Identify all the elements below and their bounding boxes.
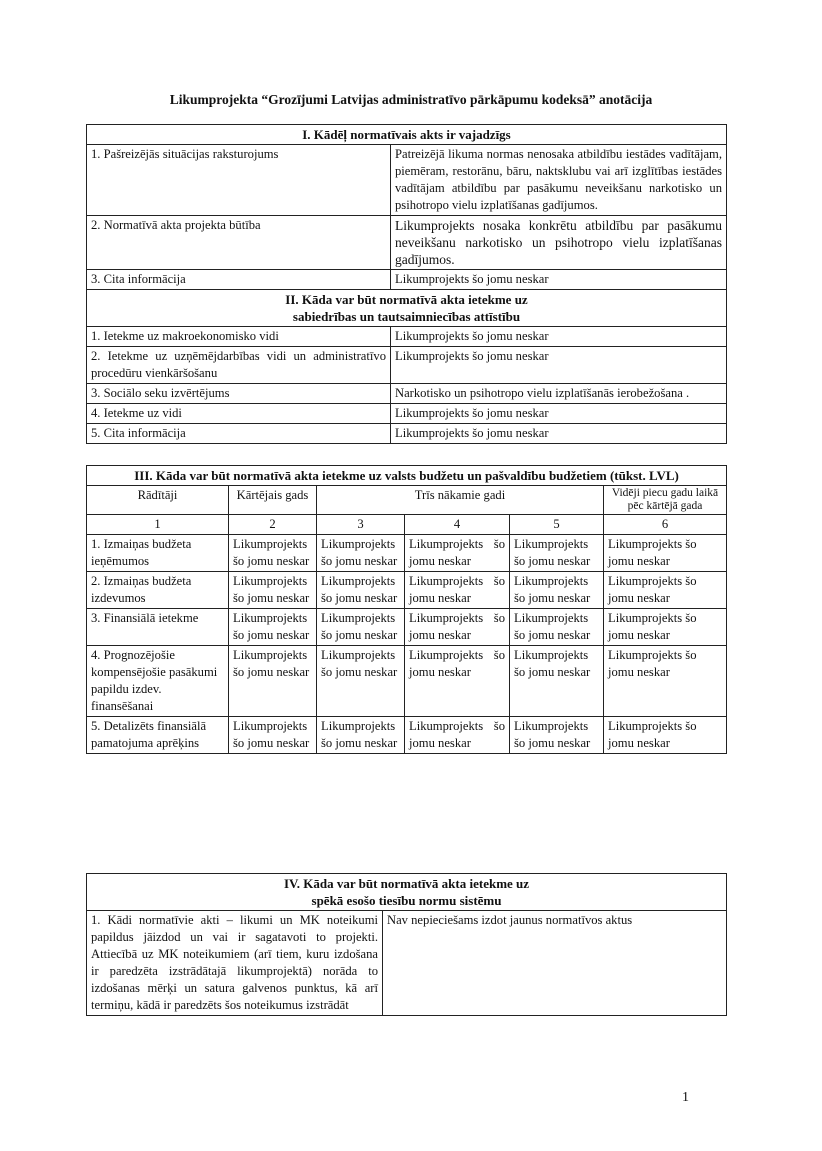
row-value: Nav nepieciešams izdot jaunus normatīvos aktus [383,911,727,1016]
col-header-indicators: Rādītāji [87,486,229,515]
table-row [87,216,727,270]
row-label: 3. Sociālo seku izvērtējums [87,384,391,404]
row-value: Likumprojekts nosaka konkrētu atbildību par pasākumu neveikšanu narkotisko un psihotropo vielu izplatīšanas gadījumos. [391,216,727,270]
table-cell: Likumprojekts šo jomu neskar [317,646,405,717]
table-cell: Likumprojekts šo jomu neskar [405,535,510,572]
row-label: 4. Prognozējošie kompensējošie pasākumi papildu izdev. finansēšanai [87,646,229,717]
table-row [87,535,727,572]
row-label: 1. Kādi normatīvie akti – likumi un MK noteikumi papildus jāizdod un vai ir sagatavoti to projekti. Attiecībā uz MK noteikumiem (arī tiem, kuru izdošana ir paredzēta izstrādātajā likumprojektā) norāda to izdošanas mērķi un satura galvenos punktus, kā arī termiņu, kādā ir paredzēts šos noteikumus izstrādāt [87,911,383,1016]
table-cell: Likumprojekts šo jomu neskar [229,535,317,572]
row-value: Likumprojekts šo jomu neskar [391,404,727,424]
section4-heading [87,874,727,911]
row-label: 4. Ietekme uz vidi [87,404,391,424]
section2-heading-line2: sabiedrības un tautsaimniecības attīstību [292,309,521,324]
row-label: 2. Normatīvā akta projekta būtība [87,216,391,270]
row-label: 1. Izmaiņas budžeta ieņēmumos [87,535,229,572]
row-label: 3. Finansiālā ietekme [87,609,229,646]
row-value: Likumprojekts šo jomu neskar [391,327,727,347]
table-cell: Likumprojekts šo jomu neskar [317,535,405,572]
section4-heading-line2: spēkā esošo tiesību normu sistēmu [311,893,502,908]
section2-heading-line1: II. Kāda var būt normatīvā akta ietekme uz [285,292,528,307]
table-cell: Likumprojekts šo jomu neskar [604,646,727,717]
row-value: Likumprojekts šo jomu neskar [391,270,727,290]
row-label: 5. Cita informācija [87,424,391,444]
row-value: Likumprojekts šo jomu neskar [391,424,727,444]
table-cell: Likumprojekts šo jomu neskar [229,572,317,609]
table-cell: Likumprojekts šo jomu neskar [405,717,510,754]
table-row [87,424,727,444]
col-number: 2 [229,515,317,535]
table-cell: Likumprojekts šo jomu neskar [510,535,604,572]
table-cell: Likumprojekts šo jomu neskar [317,609,405,646]
table-cell: Likumprojekts šo jomu neskar [604,609,727,646]
annotation-table-sections-1-2 [86,124,727,444]
row-value: Patreizējā likuma normas nenosaka atbildību iestādes vadītājam, piemēram, restorānu, bāru, naktsklubu vai arī izglītības iestādes vadītājam atbildību par pasākumu neveikšanu narkotisko un psihotropo vielu izplatīšanas gadījumos. [391,145,727,216]
table-row [87,572,727,609]
row-label: 3. Cita informācija [87,270,391,290]
row-label: 5. Detalizēts finansiālā pamatojuma aprēķins [87,717,229,754]
section1-heading: I. Kādēļ normatīvais akts ir vajadzīgs [87,125,727,145]
row-label: 1. Pašreizējās situācijas raksturojums [87,145,391,216]
section4-heading-line1: IV. Kāda var būt normatīvā akta ietekme uz [283,876,530,891]
section2-heading [87,290,727,327]
table-cell: Likumprojekts šo jomu neskar [317,572,405,609]
table-row [87,384,727,404]
table-cell: Likumprojekts šo jomu neskar [604,717,727,754]
budget-impact-table [86,465,727,754]
table-cell: Likumprojekts šo jomu neskar [510,646,604,717]
table-row [87,717,727,754]
col-number: 4 [405,515,510,535]
table-cell: Likumprojekts šo jomu neskar [229,717,317,754]
table-row [87,609,727,646]
col-header-current-year: Kārtējais gads [229,486,317,515]
table-cell: Likumprojekts šo jomu neskar [510,717,604,754]
table-row [87,404,727,424]
col-number: 1 [87,515,229,535]
table-cell: Likumprojekts šo jomu neskar [229,646,317,717]
table-cell: Likumprojekts šo jomu neskar [405,646,510,717]
table-cell: Likumprojekts šo jomu neskar [405,609,510,646]
table-row [87,145,727,216]
table-row [87,327,727,347]
row-label: 1. Ietekme uz makroekonomisko vidi [87,327,391,347]
col-header-five-year-average: Vidēji piecu gadu laikā pēc kārtējā gada [604,486,727,515]
table-row [87,911,727,1016]
table-row [87,646,727,717]
table-row [87,270,727,290]
table-cell: Likumprojekts šo jomu neskar [604,572,727,609]
col-header-next-three-years: Trīs nākamie gadi [317,486,604,515]
table-row [87,347,727,384]
column-number-row [87,515,727,535]
row-label: 2. Ietekme uz uzņēmējdarbības vidi un administratīvo procedūru vienkāršošanu [87,347,391,384]
document-title: Likumprojekta “Grozījumi Latvijas administratīvo pārkāpumu kodeksā” anotācija [169,92,653,107]
legal-system-impact-table [86,873,727,1016]
section3-heading: III. Kāda var būt normatīvā akta ietekme uz valsts budžetu un pašvaldību budžetiem (tūkst. LVL) [87,466,727,486]
table-cell: Likumprojekts šo jomu neskar [317,717,405,754]
row-label: 2. Izmaiņas budžeta izdevumos [87,572,229,609]
page-number: 1 [682,1090,689,1105]
row-value: Likumprojekts šo jomu neskar [391,347,727,384]
col-number: 5 [510,515,604,535]
col-number: 3 [317,515,405,535]
table-cell: Likumprojekts šo jomu neskar [405,572,510,609]
row-value: Narkotisko un psihotropo vielu izplatīšanās ierobežošana . [391,384,727,404]
table-cell: Likumprojekts šo jomu neskar [229,609,317,646]
table-cell: Likumprojekts šo jomu neskar [510,609,604,646]
table-cell: Likumprojekts šo jomu neskar [604,535,727,572]
col-number: 6 [604,515,727,535]
table-cell: Likumprojekts šo jomu neskar [510,572,604,609]
